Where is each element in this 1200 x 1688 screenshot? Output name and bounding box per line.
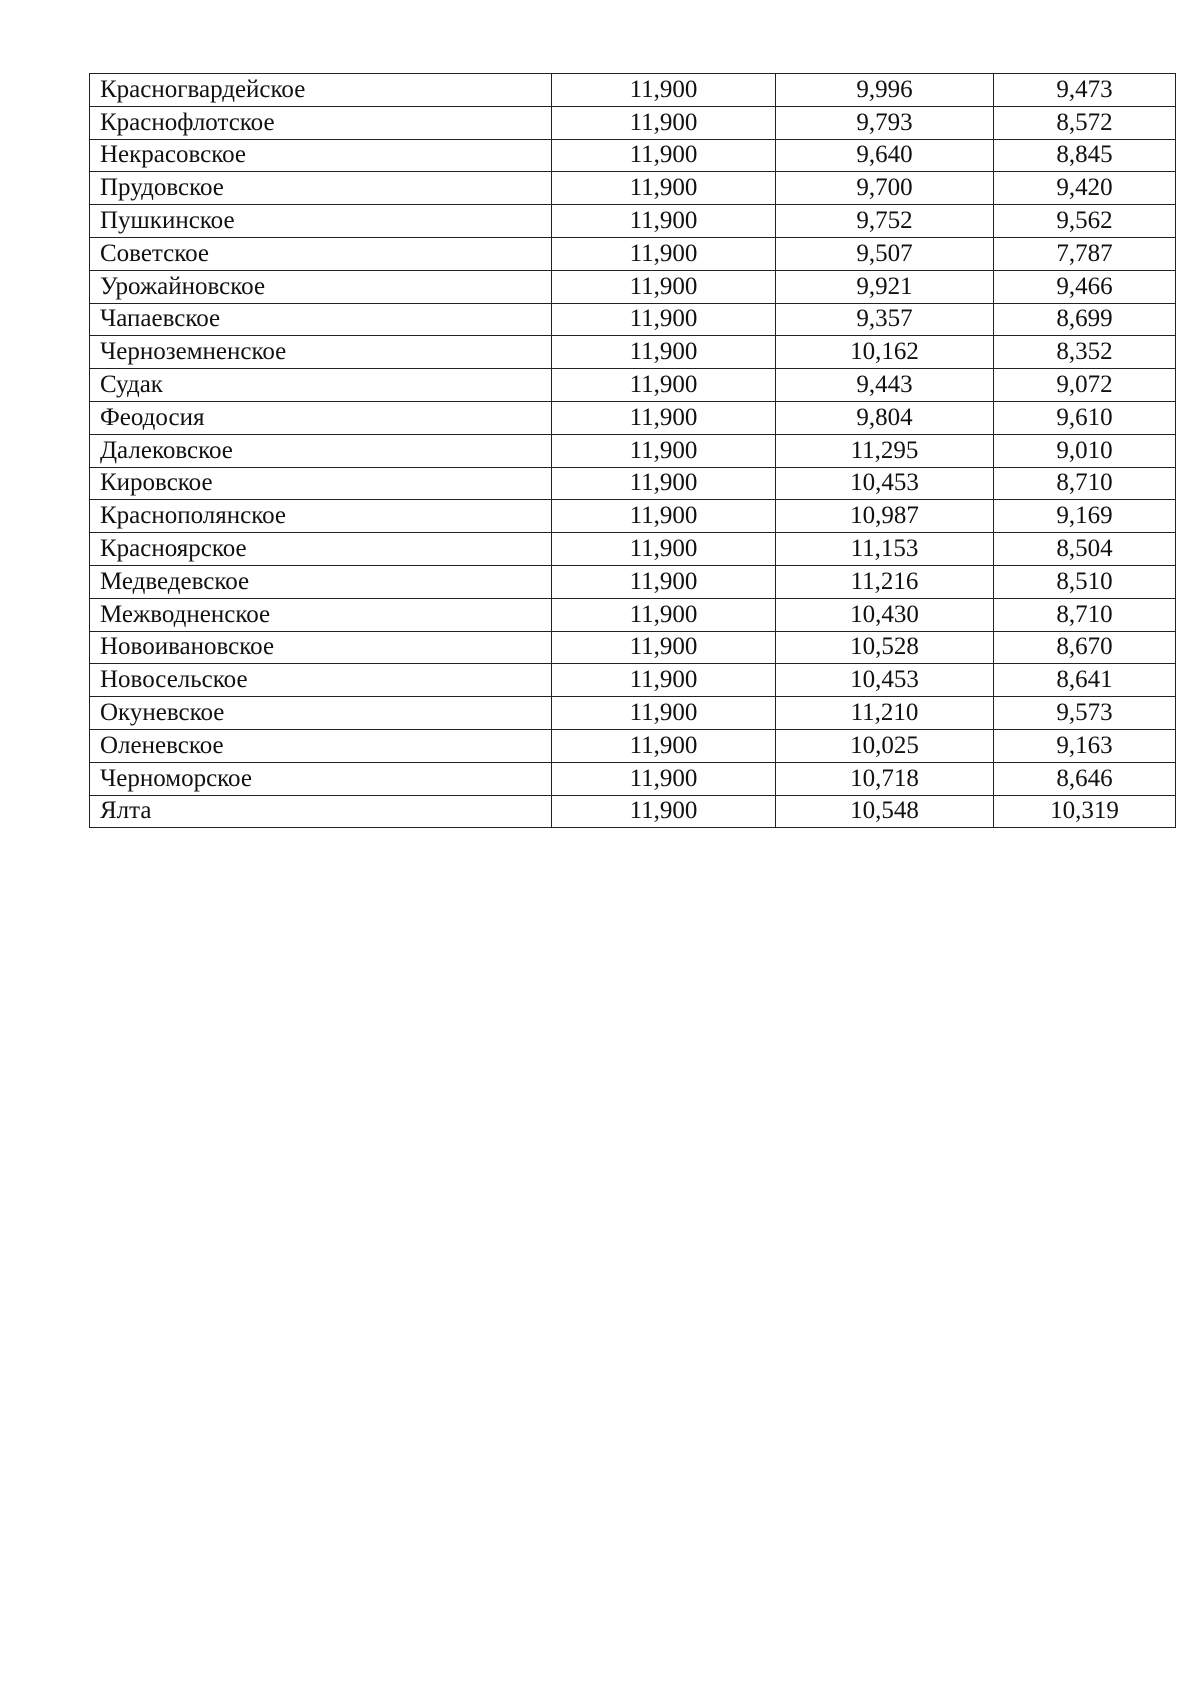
cell-value-3: 8,504	[994, 533, 1176, 566]
cell-value-3: 9,473	[994, 74, 1176, 107]
cell-value-2: 10,528	[776, 631, 994, 664]
cell-value-3: 8,710	[994, 598, 1176, 631]
cell-value-1: 11,900	[552, 303, 776, 336]
cell-value-3: 7,787	[994, 237, 1176, 270]
table-row	[90, 303, 1176, 336]
cell-name: Далековское	[90, 434, 552, 467]
cell-name: Некрасовское	[90, 139, 552, 172]
cell-name: Урожайновское	[90, 270, 552, 303]
cell-name: Медведевское	[90, 565, 552, 598]
cell-value-1: 11,900	[552, 467, 776, 500]
cell-name: Красноярское	[90, 533, 552, 566]
cell-value-3: 8,510	[994, 565, 1176, 598]
cell-value-2: 9,996	[776, 74, 994, 107]
cell-value-3: 8,352	[994, 336, 1176, 369]
cell-value-3: 8,670	[994, 631, 1176, 664]
cell-value-1: 11,900	[552, 729, 776, 762]
cell-value-1: 11,900	[552, 237, 776, 270]
cell-value-2: 9,752	[776, 205, 994, 238]
cell-value-3: 9,420	[994, 172, 1176, 205]
cell-value-1: 11,900	[552, 74, 776, 107]
table-row	[90, 139, 1176, 172]
cell-value-2: 11,295	[776, 434, 994, 467]
cell-value-1: 11,900	[552, 205, 776, 238]
table-row	[90, 434, 1176, 467]
table-row	[90, 500, 1176, 533]
table-body	[90, 74, 1176, 828]
cell-value-2: 10,987	[776, 500, 994, 533]
cell-value-1: 11,900	[552, 401, 776, 434]
cell-value-2: 10,718	[776, 762, 994, 795]
table-row	[90, 664, 1176, 697]
table-row	[90, 172, 1176, 205]
cell-name: Кировское	[90, 467, 552, 500]
cell-value-2: 10,453	[776, 664, 994, 697]
table-row	[90, 762, 1176, 795]
cell-name: Новосельское	[90, 664, 552, 697]
cell-name: Новоивановское	[90, 631, 552, 664]
cell-name: Ялта	[90, 795, 552, 828]
cell-value-2: 9,507	[776, 237, 994, 270]
cell-value-3: 8,699	[994, 303, 1176, 336]
cell-value-2: 9,793	[776, 106, 994, 139]
cell-name: Феодосия	[90, 401, 552, 434]
cell-value-3: 9,163	[994, 729, 1176, 762]
cell-value-1: 11,900	[552, 139, 776, 172]
cell-value-2: 11,216	[776, 565, 994, 598]
cell-value-1: 11,900	[552, 106, 776, 139]
table-row	[90, 795, 1176, 828]
cell-value-2: 10,548	[776, 795, 994, 828]
cell-name: Прудовское	[90, 172, 552, 205]
cell-value-1: 11,900	[552, 565, 776, 598]
table-row	[90, 336, 1176, 369]
cell-value-3: 8,641	[994, 664, 1176, 697]
cell-name: Межводненское	[90, 598, 552, 631]
table-row	[90, 631, 1176, 664]
cell-value-2: 9,443	[776, 369, 994, 402]
data-table	[89, 73, 1176, 828]
table-row	[90, 697, 1176, 730]
cell-value-3: 8,845	[994, 139, 1176, 172]
cell-value-1: 11,900	[552, 598, 776, 631]
cell-name: Оленевское	[90, 729, 552, 762]
table-row	[90, 205, 1176, 238]
cell-value-3: 8,572	[994, 106, 1176, 139]
cell-value-3: 9,573	[994, 697, 1176, 730]
cell-value-1: 11,900	[552, 336, 776, 369]
cell-value-3: 9,610	[994, 401, 1176, 434]
cell-value-2: 9,640	[776, 139, 994, 172]
cell-value-1: 11,900	[552, 434, 776, 467]
table-row	[90, 401, 1176, 434]
table-row	[90, 237, 1176, 270]
table-row	[90, 598, 1176, 631]
cell-value-1: 11,900	[552, 762, 776, 795]
cell-value-3: 9,562	[994, 205, 1176, 238]
table-row	[90, 533, 1176, 566]
cell-value-3: 9,169	[994, 500, 1176, 533]
table-row	[90, 74, 1176, 107]
cell-value-2: 10,025	[776, 729, 994, 762]
cell-name: Краснополянское	[90, 500, 552, 533]
table-row	[90, 369, 1176, 402]
cell-name: Советское	[90, 237, 552, 270]
cell-value-2: 10,430	[776, 598, 994, 631]
cell-value-1: 11,900	[552, 533, 776, 566]
table-row	[90, 565, 1176, 598]
cell-value-2: 10,162	[776, 336, 994, 369]
cell-value-3: 9,010	[994, 434, 1176, 467]
cell-name: Чапаевское	[90, 303, 552, 336]
cell-value-3: 10,319	[994, 795, 1176, 828]
cell-value-2: 11,210	[776, 697, 994, 730]
cell-value-3: 9,072	[994, 369, 1176, 402]
cell-value-3: 9,466	[994, 270, 1176, 303]
cell-value-2: 11,153	[776, 533, 994, 566]
cell-name: Черноземненское	[90, 336, 552, 369]
cell-value-3: 8,710	[994, 467, 1176, 500]
cell-value-3: 8,646	[994, 762, 1176, 795]
cell-value-1: 11,900	[552, 631, 776, 664]
cell-value-1: 11,900	[552, 795, 776, 828]
cell-value-1: 11,900	[552, 172, 776, 205]
table-row	[90, 467, 1176, 500]
table-row	[90, 270, 1176, 303]
cell-name: Судак	[90, 369, 552, 402]
cell-name: Черноморское	[90, 762, 552, 795]
cell-value-2: 10,453	[776, 467, 994, 500]
cell-name: Окуневское	[90, 697, 552, 730]
cell-value-1: 11,900	[552, 369, 776, 402]
cell-name: Краснофлотское	[90, 106, 552, 139]
table-row	[90, 106, 1176, 139]
cell-value-1: 11,900	[552, 270, 776, 303]
cell-value-2: 9,357	[776, 303, 994, 336]
cell-value-1: 11,900	[552, 500, 776, 533]
table-row	[90, 729, 1176, 762]
cell-value-1: 11,900	[552, 664, 776, 697]
cell-value-1: 11,900	[552, 697, 776, 730]
cell-value-2: 9,804	[776, 401, 994, 434]
cell-name: Пушкинское	[90, 205, 552, 238]
cell-name: Красногвардейское	[90, 74, 552, 107]
cell-value-2: 9,921	[776, 270, 994, 303]
cell-value-2: 9,700	[776, 172, 994, 205]
